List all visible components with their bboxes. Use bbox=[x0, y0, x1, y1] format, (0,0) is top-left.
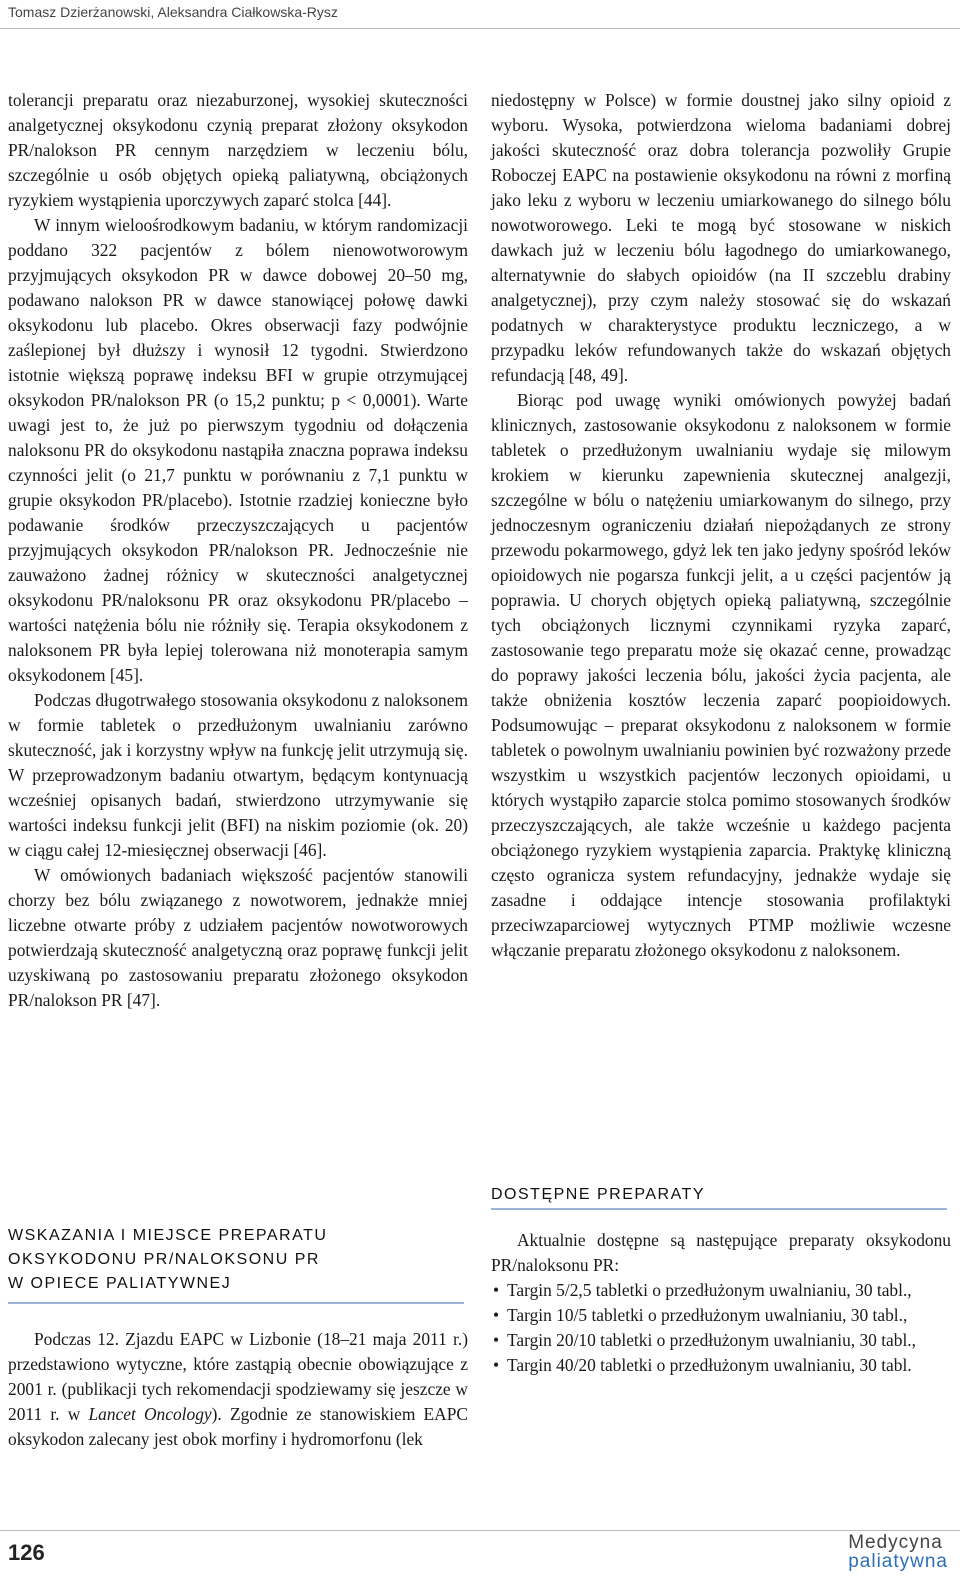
list-item: • Targin 10/5 tabletki o przedłużonym uwalnianiu, 30 tabl., bbox=[491, 1303, 951, 1328]
right-column-section bbox=[491, 1228, 951, 1378]
section-divider bbox=[491, 1208, 947, 1210]
paragraph: tolerancji preparatu oraz niezaburzonej, wysokiej skuteczności analgetycznej oksykodonu czynią preparat złożony oksykodon PR/nalokson PR cennym narzędziem w leczeniu bólu, szczególnie u osób objętych opieką paliatywną, obciążonych ryzykiem wystąpienia uporczywych zaparć stolca [44]. bbox=[8, 90, 468, 210]
paragraph: W omówionych badaniach większość pacjentów stanowili chorzy bez bólu związanego z nowotworem, jednakże mniej liczebne otwarte próby z udziałem pacjentów nowotworowych potwierdzają skuteczność analgetyczną oraz poprawę funkcji jelit uzyskiwaną po zastosowaniu preparatu złożonego oksykodon PR/nalokson PR [47]. bbox=[8, 865, 468, 1010]
running-header: Tomasz Dzierżanowski, Aleksandra Ciałkowska-Rysz bbox=[8, 4, 338, 20]
paragraph: Biorąc pod uwagę wyniki omówionych powyżej badań klinicznych, zastosowanie oksykodonu z naloksonem w formie tabletek o przedłużonym uwalnianiu wydaje się milowym krokiem w kierunku zapewnienia skutecznej analgezji, szczególne w bólu o natężeniu umiarkowanym do silnego, przy jednoczesnym ograniczeniu działań niepożądanych ze strony przewodu pokarmowego, gdyż lek ten jako jedyny spośród leków opioidowych nie pogarsza funkcji jelit, a u części pacjentów ją poprawia. U chorych objętych opieką paliatywną, szczególnie tych obciążonych licznymi czynnikami ryzyka zaparć, zastosowanie tego preparatu może się okazać cenne, prowadząc do poprawy jakości leczenia bólu, jakości życia pacjenta, ale także obniżenia kosztów leczenia zaparć poopioidowych. Podsumowując – preparat oksykodonu z naloksonem w formie tabletek o powolnym uwalnianiu powinien być rozważony przede wszystkim u wszystkich pacjentów leczonych opioidami, u których wystąpiło zaparcie stolca pomimo stosowanych środków przeczyszczających, ale także wcześnie u każdego pacjenta obciążonego ryzykiem wystąpienia zaparcia. Praktykę kliniczną często ogranicza system refundacyjny, jednakże wydaje się zasadne i oddające intencje stosowania profilaktyki przeciwzaparciowej wytycznych PTMP możliwie wczesne włączanie preparatu złożonego oksykodonu z naloksonem. bbox=[491, 390, 951, 960]
section-heading-line: WSKAZANIA I MIEJSCE PREPARATU bbox=[8, 1227, 328, 1244]
header-divider bbox=[0, 28, 960, 29]
section-heading-line: OKSYKODONU PR/NALOKSONU PR bbox=[8, 1251, 320, 1268]
logo-line: Medycyna bbox=[848, 1532, 943, 1553]
left-column-section bbox=[8, 1327, 468, 1452]
paragraph: Aktualnie dostępne są następujące preparaty oksykodonu PR/naloksonu PR: bbox=[491, 1230, 951, 1275]
footer-divider bbox=[0, 1530, 960, 1531]
list-item: • Targin 40/20 tabletki o przedłużonym uwalnianiu, 30 tabl. bbox=[491, 1353, 951, 1378]
page-number: 126 bbox=[8, 1540, 45, 1565]
paragraph: niedostępny w Polsce) w formie doustnej jako silny opioid z wyboru. Wysoka, potwierdzona wieloma badaniami dobrej jakości skuteczność oraz dobra tolerancja pozwoliły Grupie Roboczej EAPC na postawienie oksykodonu na równi z morfiną jako leku z wyboru w leczeniu umiarkowanego do silnego bólu nowotworowego. Leki te mogą być stosowane w niskich dawkach już w leczeniu bólu łagodnego do umiarkowanego, alternatywnie do słabych opioidów (na II szczeblu drabiny analgetycznej), przy czym należy stosować się do wskazań podatnych w charakterystyce produktu leczniczego, a w przypadku leków refundowanych także do wskazań objętych refundacją [48, 49]. bbox=[491, 90, 951, 385]
journal-name: Lancet Oncology bbox=[88, 1404, 212, 1424]
paragraph bbox=[8, 1327, 468, 1452]
list-item: • Targin 5/2,5 tabletki o przedłużonym uwalnianiu, 30 tabl., bbox=[491, 1278, 951, 1303]
paragraph: W innym wieloośrodkowym badaniu, w którym randomizacji poddano 322 pacjentów z bólem nienowotworowym przyjmujących oksykodon PR w dawce dobowej 20–50 mg, podawano nalokson PR w dawce stanowiącej połowę dawki oksykodonu lub placebo. Okres obserwacji fazy podwójnie zaślepionej był dłuższy i wynosił 12 tygodni. Stwierdzono istotnie większą poprawę indeksu BFI w grupie otrzymującej oksykodon PR/nalokson PR (o 15,2 punktu; p < 0,0001). Warte uwagi jest to, że już po pierwszym tygodniu od dołączenia naloksonu PR do oksykodonu nastąpiła znaczna poprawa indeksu czynności jelit (o 21,7 punktu w porównaniu z 7,1 punktu w grupie oksykodon PR/placebo). Istotnie rzadziej konieczne było podawanie środków przeczyszczających u pacjentów przyjmujących oksykodon PR/nalokson PR. Jednocześnie nie zauważono żadnej różnicy w skuteczności analgetycznej oksykodonu PR/naloksonu PR oraz oksykodonu PR/placebo – wartości natężenia bólu nie różniły się. Terapia oksykodonem z naloksonem PR była lepiej tolerowana niż monoterapia samym oksykodonem [45]. bbox=[8, 215, 468, 685]
right-column bbox=[491, 88, 951, 963]
paragraph: Podczas długotrwałego stosowania oksykodonu z naloksonem w formie tabletek o przedłużonym uwalnianiu zarówno skuteczność, jak i korzystny wpływ na funkcję jelit utrzymują się. W przeprowadzonym badaniu otwartym, będącym kontynuacją wcześniej opisanych badań, stwierdzono utrzymywanie się wartości indeksu funkcji jelit (BFI) na niskim poziomie (ok. 20) w ciągu całej 12-miesięcznej obserwacji [46]. bbox=[8, 690, 468, 860]
left-column bbox=[8, 88, 468, 1013]
section-heading-available: DOSTĘPNE PREPARATY bbox=[491, 1186, 705, 1203]
product-list bbox=[491, 1278, 951, 1378]
section-heading-line: W OPIECE PALIATYWNEJ bbox=[8, 1275, 232, 1292]
paragraph-text: Podczas 12. Zjazdu EAPC w Lizbonie (18–21 maja 2011 r.) przedstawiono wytyczne, które zastąpią obecnie obowiązujące z 2001 r. (publikacji tych rekomendacji spodziewamy się jeszcze w 2011 r. w bbox=[8, 1329, 468, 1424]
list-item: • Targin 20/10 tabletki o przedłużonym uwalnianiu, 30 tabl., bbox=[491, 1328, 951, 1353]
section-heading-indications bbox=[8, 1224, 468, 1296]
paragraph-text: ). Zgodnie ze stanowiskiem EAPC oksykodon zalecany jest obok morfiny i hydromorfonu (lek bbox=[8, 1404, 469, 1449]
section-divider bbox=[8, 1302, 464, 1304]
logo-line: paliatywna bbox=[848, 1551, 948, 1572]
journal-logo bbox=[848, 1533, 948, 1571]
